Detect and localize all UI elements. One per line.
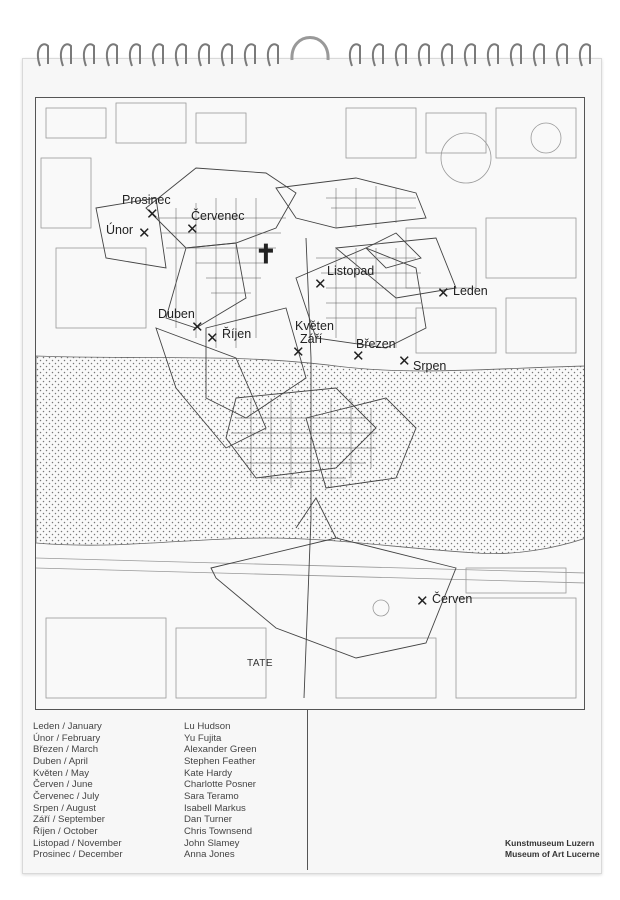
artist-item: Sara Teramo: [184, 790, 239, 802]
marker-unor: ✕: [138, 225, 151, 242]
binding-ring: [396, 44, 406, 66]
footer-divider: [307, 710, 308, 870]
binding-ring: [488, 44, 498, 66]
binding-ring: [245, 44, 255, 66]
marker-srpen: ✕: [398, 353, 411, 370]
binding-ring: [557, 44, 567, 66]
label-unor: Únor: [106, 223, 134, 237]
month-item: Květen / May: [33, 767, 89, 779]
binding-ring: [38, 44, 48, 66]
map-drawing: [36, 98, 585, 710]
month-item: Říjen / October: [33, 825, 98, 837]
cross-icon: ✝: [255, 239, 277, 269]
binding-ring: [465, 44, 475, 66]
marker-brezen: ✕: [352, 348, 365, 365]
marker-duben: ✕: [191, 319, 204, 336]
month-item: Leden / January: [33, 721, 102, 732]
marker-leden: ✕: [437, 285, 450, 302]
binding-ring: [61, 44, 71, 66]
month-item: Duben / April: [33, 755, 88, 767]
artist-item: Stephen Feather: [184, 755, 256, 767]
month-item: Únor / February: [33, 732, 101, 744]
marker-listopad: ✕: [314, 276, 327, 293]
binding-ring: [268, 44, 278, 66]
month-item: Prosinec / December: [33, 849, 123, 861]
map: [35, 97, 585, 710]
artist-item: Chris Townsend: [184, 825, 253, 837]
binding-ring: [580, 44, 590, 66]
label-cerven: Červen: [432, 592, 473, 606]
artist-item: Isabell Markus: [184, 802, 246, 814]
artist-item: Kate Hardy: [184, 767, 232, 779]
artist-item: Charlotte Posner: [184, 779, 256, 791]
marker-prosinec: ✕: [146, 206, 159, 223]
binding-ring: [176, 44, 186, 66]
binding-ring: [350, 44, 360, 66]
artist-item: Alexander Green: [184, 744, 257, 756]
binding-ring: [534, 44, 544, 66]
label-prosinec: Prosinec: [122, 193, 171, 207]
artist-item: Yu Fujita: [184, 732, 222, 744]
label-brezen: Březen: [356, 337, 396, 351]
museum-name: Kunstmuseum Luzern: [505, 838, 595, 848]
artists-list: [184, 721, 257, 861]
label-leden: Leden: [453, 284, 488, 298]
artist-item: John Slamey: [184, 837, 240, 849]
binding-ring: [419, 44, 429, 66]
label-srpen: Srpen: [413, 359, 447, 373]
artist-item: Dan Turner: [184, 814, 232, 826]
binding-ring: [442, 44, 452, 66]
museum-credit: [505, 838, 600, 860]
month-item: Červenec / July: [33, 790, 100, 802]
label-cervenec: Červenec: [191, 209, 245, 223]
label-listopad: Listopad: [327, 264, 375, 278]
artist-item: Anna Jones: [184, 849, 235, 861]
artist-item: Lu Hudson: [184, 721, 231, 732]
binding-ring: [373, 44, 383, 66]
binding-ring: [130, 44, 140, 66]
binding-ring: [199, 44, 209, 66]
marker-cerven: ✕: [416, 593, 429, 610]
label-duben: Duben: [158, 307, 195, 321]
spiral-binding: [0, 0, 620, 80]
label-rijen: Říjen: [222, 327, 252, 341]
place-label-tate: TATE: [247, 658, 274, 669]
month-item: Březen / March: [33, 744, 99, 756]
month-item: Srpen / August: [33, 802, 96, 814]
marker-cervenec: ✕: [186, 221, 199, 238]
marker-zari: ✕: [292, 344, 305, 361]
month-item: Červen / June: [33, 779, 93, 791]
month-item: Listopad / November: [33, 837, 122, 849]
marker-rijen: ✕: [206, 330, 219, 347]
binding-ring: [84, 44, 94, 66]
binding-ring: [153, 44, 163, 66]
months-list: [33, 721, 123, 861]
binding-ring: [222, 44, 232, 66]
museum-name-en: Museum of Art Lucerne: [505, 849, 600, 859]
binding-ring: [107, 44, 117, 66]
month-item: Září / September: [33, 814, 105, 826]
binding-ring: [511, 44, 521, 66]
label-zari: Září: [300, 332, 323, 346]
label-kveten: Květen: [295, 319, 334, 333]
